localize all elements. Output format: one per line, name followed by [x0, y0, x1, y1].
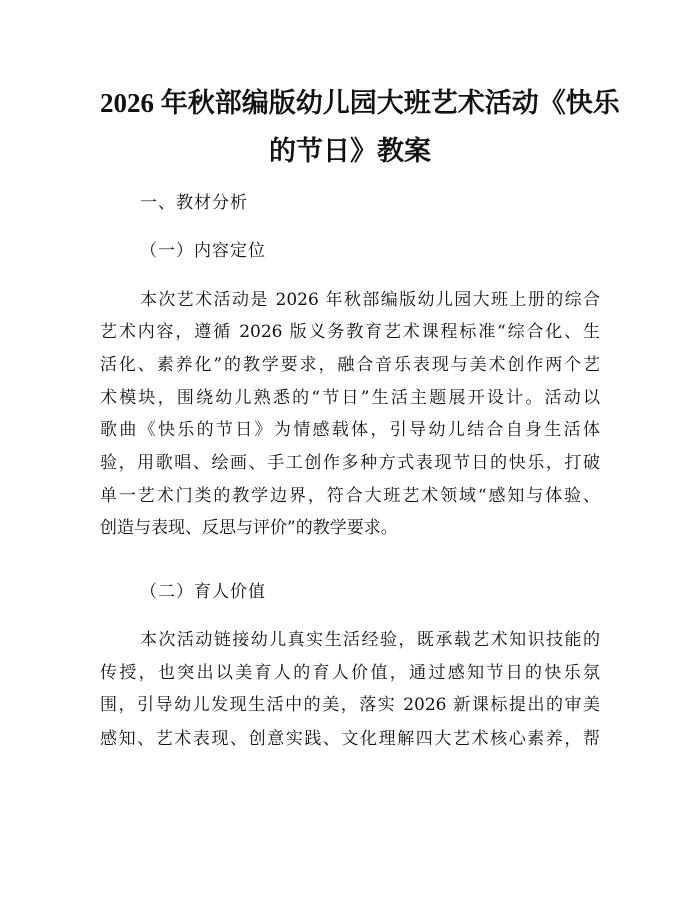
paragraph-line: 创造与表现、反思与评价”的教学要求。	[100, 518, 398, 538]
paragraph-line: 歌曲《快乐的节日》为情感载体，引导幼儿结合自身生活体	[100, 420, 600, 440]
paragraph-line: 艺术内容，遵循 2026 版义务教育艺术课程标准“综合化、生	[100, 322, 600, 342]
document-title-line-2: 的节日》教案	[269, 136, 431, 166]
subsection-heading-content-positioning: （一）内容定位	[140, 241, 266, 261]
paragraph-line: 围，引导幼儿发现生活中的美，落实 2026 新课标提出的审美	[100, 695, 600, 715]
paragraph-line: 传授，也突出以美育人的育人价值，通过感知节日的快乐氛	[100, 663, 600, 683]
paragraph-line: 术模块，围绕幼儿熟悉的“节日”生活主题展开设计。活动以	[100, 388, 600, 408]
document-title-line-1: 2026 年秋部编版幼儿园大班艺术活动《快乐	[100, 88, 620, 118]
paragraph-line: 本次活动链接幼儿真实生活经验，既承载艺术知识技能的	[140, 630, 600, 650]
paragraph-line: 本次艺术活动是 2026 年秋部编版幼儿园大班上册的综合	[140, 290, 600, 310]
paragraph-line: 单一艺术门类的教学边界，符合大班艺术领域“感知与体验、	[100, 486, 600, 506]
paragraph-line: 感知、艺术表现、创意实践、文化理解四大艺术核心素养，帮	[100, 729, 600, 749]
paragraph-line: 活化、素养化”的教学要求，融合音乐表现与美术创作两个艺	[100, 355, 600, 375]
subsection-heading-educational-value: （二）育人价值	[140, 582, 266, 602]
section-heading-materials-analysis: 一、教材分析	[140, 193, 248, 213]
paragraph-line: 验，用歌唱、绘画、手工创作多种方式表现节日的快乐，打破	[100, 453, 600, 473]
